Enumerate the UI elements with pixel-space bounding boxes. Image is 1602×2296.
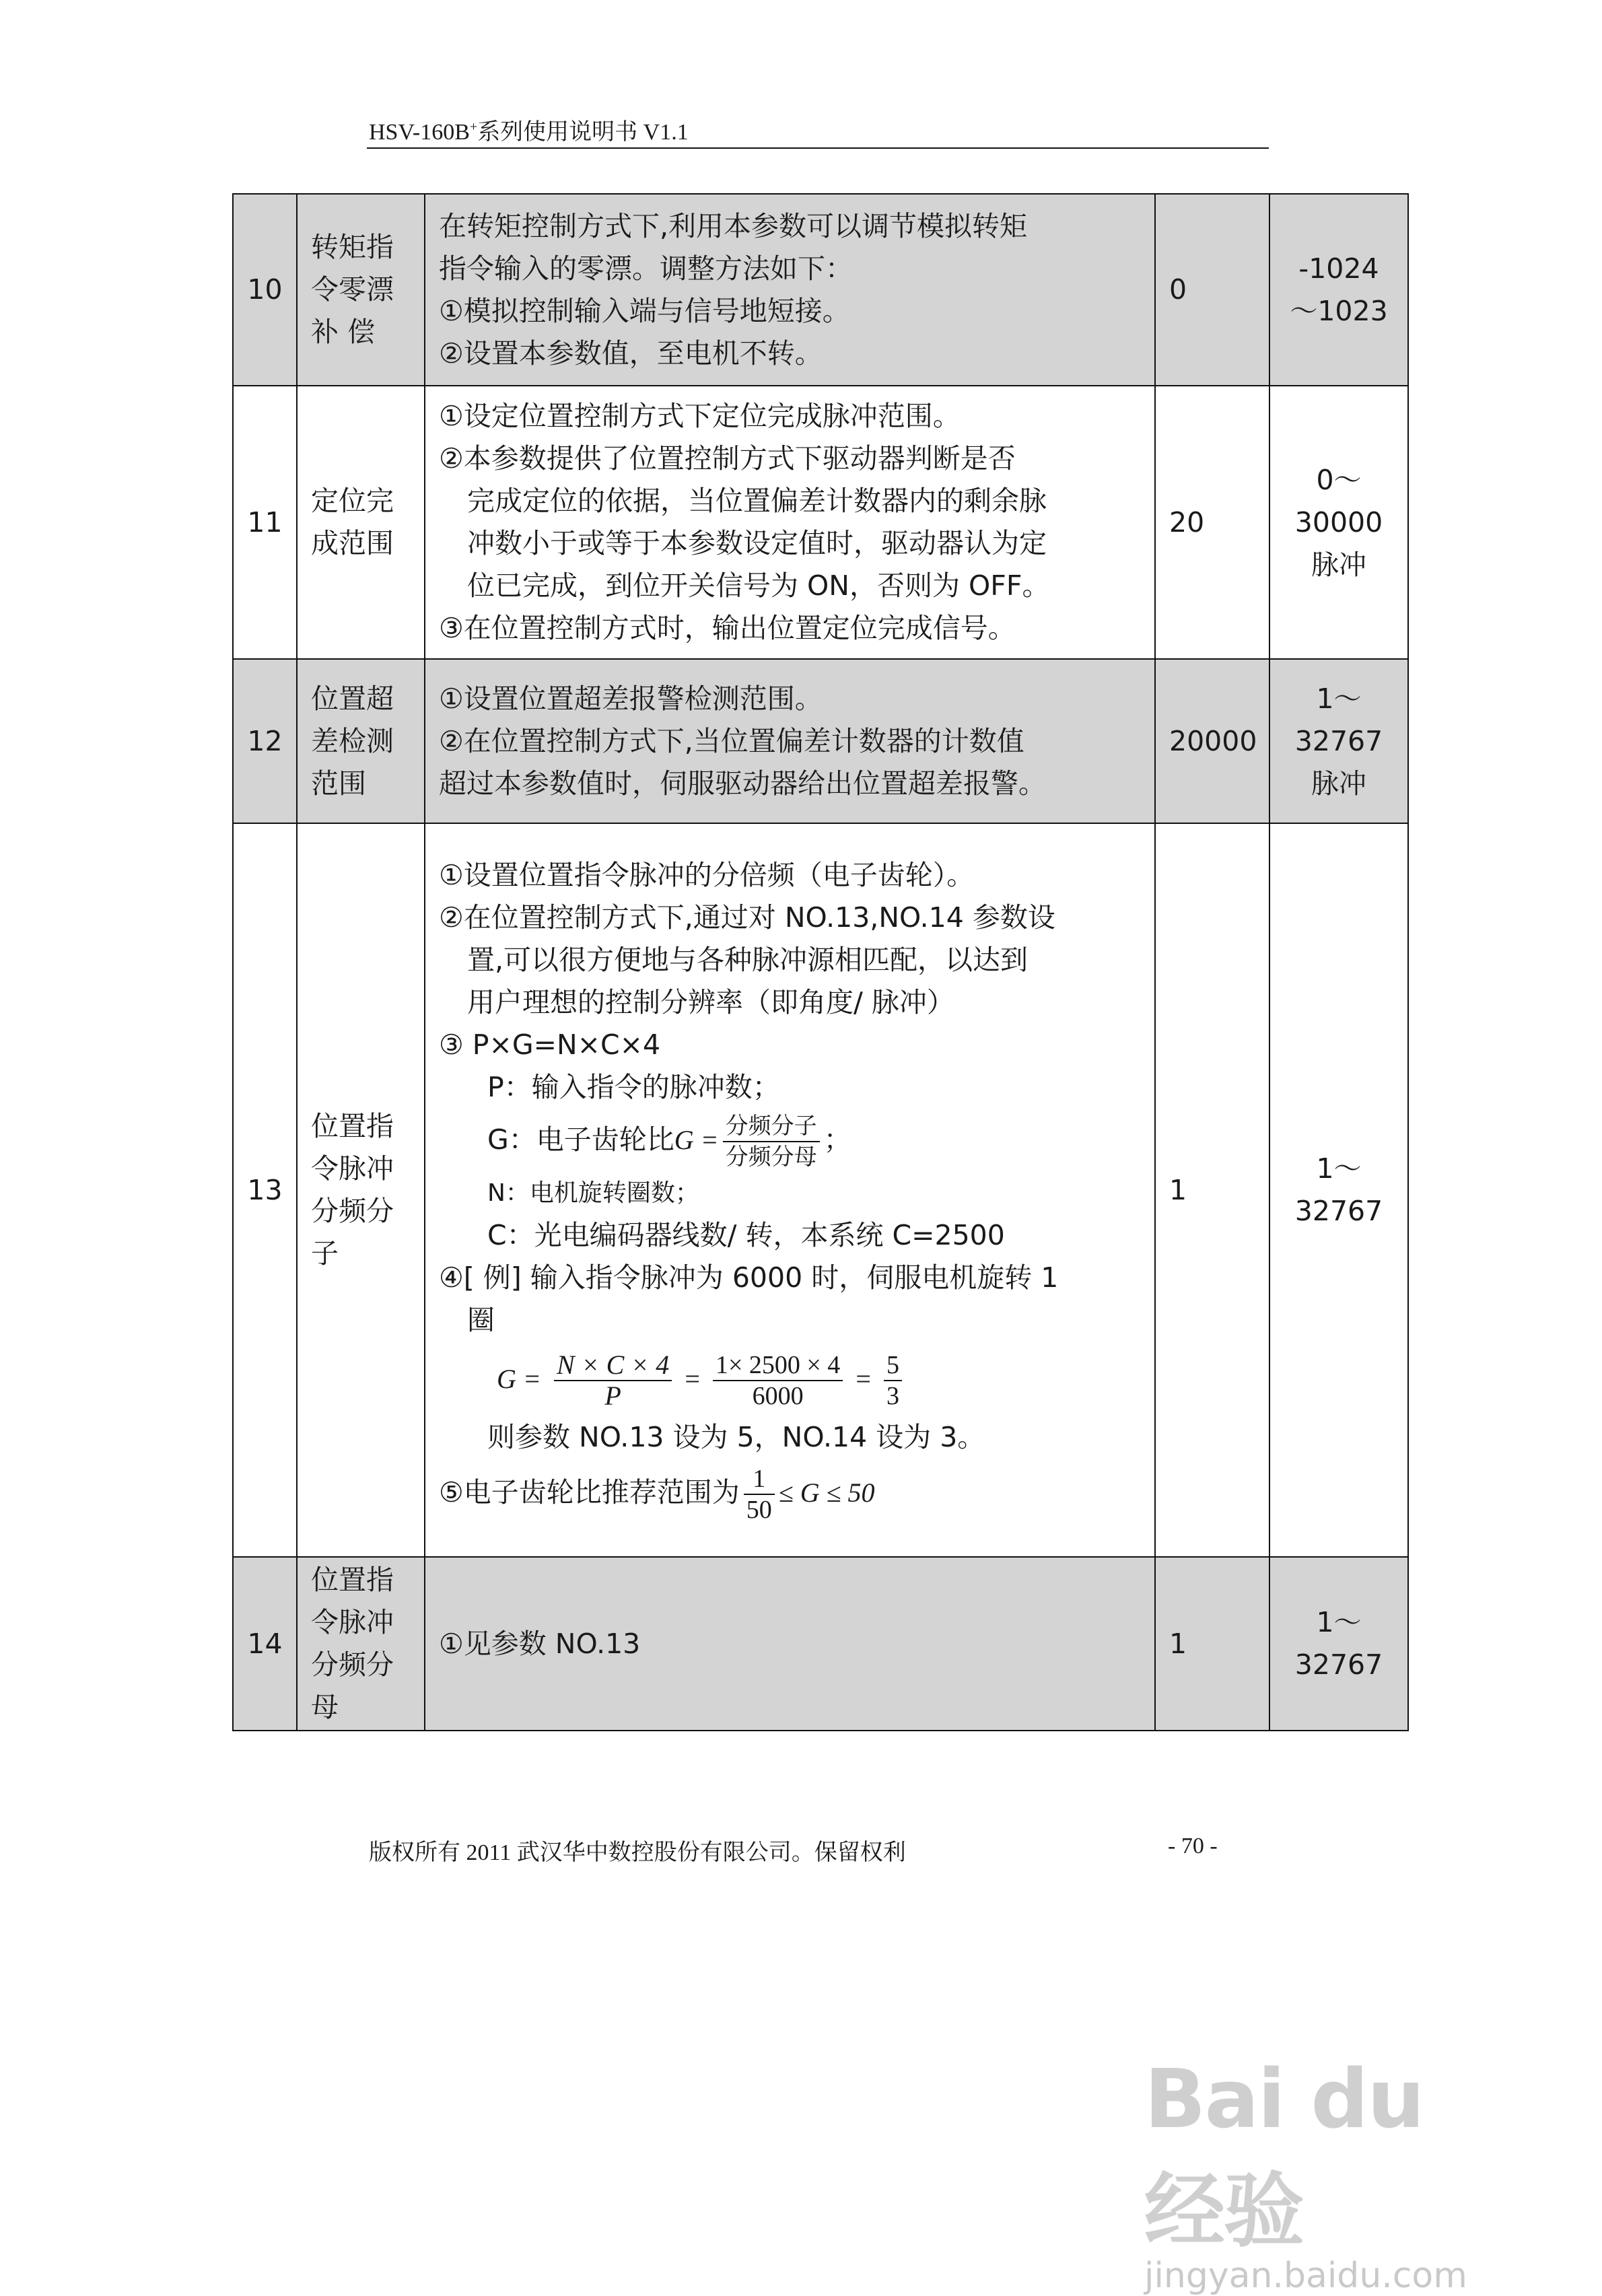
desc-line: ②设置本参数值，至电机不转。 [439,337,823,370]
param-range [1269,659,1408,823]
table-row [233,386,1408,659]
example-formula [439,1342,1142,1416]
desc-line: 则参数 NO.13 设为 5，NO.14 设为 3。 [487,1420,985,1453]
desc-line: 冲数小于或等于本参数设定值时，驱动器认为定 [467,527,1047,559]
desc-line: ④[ 例] 输入指令脉冲为 6000 时，伺服电机旋转 1 [439,1261,1059,1294]
gear-ratio-line [439,1109,1142,1172]
param-name: 转矩指令零漂补 偿 [297,194,425,386]
range-line: ～1023 [1290,294,1388,327]
desc-line: ①设定位置控制方式下定位完成脉冲范围。 [439,400,961,432]
desc-line: ①设置位置指令脉冲的分倍频（电子齿轮）。 [439,858,975,891]
param-description [425,1557,1155,1731]
range-fraction [744,1464,775,1525]
param-description [425,823,1155,1557]
watermark-logo: Bai du 经验 [1144,2053,1424,2258]
fraction-denominator: 分频分母 [725,1143,817,1171]
desc-line: 完成定位的依据，当位置偏差计数器内的剩余脉 [467,485,1047,517]
desc-line: ②在位置控制方式下,当位置偏差计数器的计数值 [439,724,1024,757]
param-range [1269,1557,1408,1731]
range-line: 32767 [1294,1648,1383,1681]
param-default: 20 [1155,386,1269,659]
gear-ratio-lhs: G = [674,1124,719,1155]
fraction-denominator: 6000 [752,1381,804,1410]
param-default: 20000 [1155,659,1269,823]
range-line: 1～ [1316,1152,1362,1185]
desc-line: ①设置位置超差报警检测范围。 [439,682,823,715]
recommended-range-line [439,1459,1142,1527]
table-row [233,1557,1408,1731]
param-name: 定位完成范围 [297,386,425,659]
desc-line: 位已完成，到位开关信号为 ON，否则为 OFF。 [467,569,1050,602]
header-title-sup: + [469,119,478,135]
fraction-numerator: N × C × 4 [554,1350,672,1381]
desc-line: ②在位置控制方式下,通过对 NO.13,NO.14 参数设 [439,901,1055,934]
gear-ratio-end: ； [823,1123,851,1156]
desc-line: ③在位置控制方式时，输出位置定位完成信号。 [439,612,1016,644]
fraction-numerator: 5 [884,1350,902,1381]
range-inequality: ≤ G ≤ 50 [778,1477,875,1508]
param-description [425,659,1155,823]
header-title-prefix: HSV-160B [369,120,470,145]
range-line: 0～ [1316,463,1362,496]
param-range [1269,386,1408,659]
desc-line: C：光电编码器线数/ 转，本系统 C=2500 [487,1218,1005,1251]
desc-line: N：电机旋转圈数； [487,1179,699,1207]
fraction-numerator: 1× 2500 × 4 [713,1350,843,1381]
formula-fraction [884,1350,902,1411]
param-default: 0 [1155,194,1269,386]
param-name: 位置超差检测范围 [297,659,425,823]
fraction-denominator: 50 [746,1495,772,1524]
param-number: 10 [233,194,297,386]
document-header [369,113,689,146]
formula-fraction [554,1350,672,1411]
param-description [425,194,1155,386]
desc-line: 在转矩控制方式下,利用本参数可以调节模拟转矩 [439,209,1028,242]
table-row [233,823,1408,1557]
fraction-numerator: 分频分子 [723,1111,820,1142]
desc-line: ①见参数 NO.13 [439,1627,641,1660]
param-name: 位置指令脉冲分频分母 [297,1557,425,1731]
desc-line: 指令输入的零漂。调整方法如下： [439,252,853,285]
param-range [1269,823,1408,1557]
desc-line: 置,可以很方便地与各种脉冲源相匹配，以达到 [467,943,1029,976]
parameter-table [232,193,1409,1731]
range-line: 1～ [1316,1606,1362,1638]
param-number: 11 [233,386,297,659]
range-line: 32767 [1294,1195,1383,1227]
fraction-denominator: P [604,1380,621,1411]
desc-line: 超过本参数值时，伺服驱动器给出位置超差报警。 [439,767,1046,800]
desc-line: 用户理想的控制分辨率（即角度/ 脉冲） [467,985,954,1018]
param-name: 位置指令脉冲分频分子 [297,823,425,1557]
range-line: 1～ [1316,682,1362,715]
fraction-numerator: 1 [744,1464,775,1495]
table-row [233,659,1408,823]
gear-ratio-fraction [723,1111,820,1172]
desc-line: P：输入指令的脉冲数； [487,1070,780,1103]
range-line: 脉冲 [1311,767,1366,800]
formula-lhs: G = [497,1363,541,1394]
param-number: 14 [233,1557,297,1731]
table-row [233,194,1408,386]
watermark-url: jingyan.baidu.com [1144,2256,1467,2296]
formula-fraction [713,1350,843,1411]
footer-page-number: - 70 - [1168,1834,1218,1858]
desc-line: ②本参数提供了位置控制方式下驱动器判断是否 [439,442,1016,475]
header-rule [367,147,1269,149]
gear-ratio-label: G：电子齿轮比 [487,1123,674,1156]
desc-line: ①模拟控制输入端与信号地短接。 [439,294,850,327]
header-title-suffix: 系列使用说明书 V1.1 [477,120,689,145]
range-line: 32767 [1294,724,1383,757]
formula-equals: = [685,1363,700,1394]
range-line: 30000 [1294,506,1383,538]
param-number: 12 [233,659,297,823]
param-default: 1 [1155,1557,1269,1731]
param-number: 13 [233,823,297,1557]
watermark [1144,2053,1521,2296]
param-description [425,386,1155,659]
range-line: -1024 [1298,252,1379,285]
fraction-denominator: 3 [886,1381,899,1410]
param-default: 1 [1155,823,1269,1557]
desc-line: 圈 [467,1303,495,1336]
desc-line: ③ P×G=N×C×4 [439,1028,661,1061]
formula-equals: = [856,1363,871,1394]
footer-copyright: 版权所有 2011 武汉华中数控股份有限公司。保留权利 [369,1840,906,1865]
param-range [1269,194,1408,386]
recommended-range-label: ⑤电子齿轮比推荐范围为 [439,1475,740,1508]
range-line: 脉冲 [1311,548,1366,581]
